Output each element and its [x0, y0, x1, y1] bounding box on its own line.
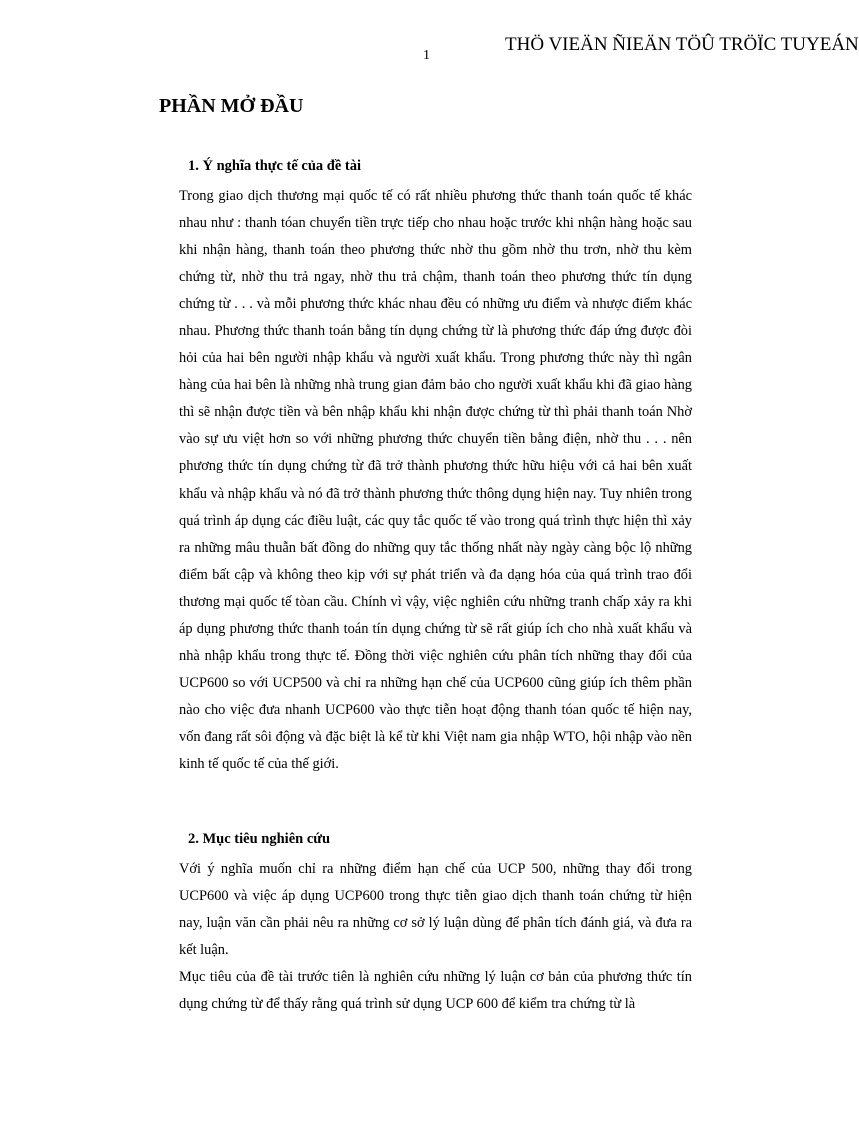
section-heading-1: 1. Ý nghĩa thực tế của đề tài: [188, 158, 362, 174]
page-number: 1: [423, 48, 430, 63]
section-2-paragraph-2: Mục tiêu của đề tài trước tiên là nghiên cứu những lý luận cơ bản của phương thức tín dụng chứng từ để thấy rằng quá trình sử dụng UCP 600 để kiểm tra chứng từ là: [179, 969, 692, 1013]
section-2-paragraph-1: Với ý nghĩa muốn chỉ ra những điểm hạn chế của UCP 500, những thay đổi trong UCP600 và việc áp dụng UCP600 trong thực tiễn giao dịch thanh toán chứng từ hiện nay, luận văn cần phải nêu ra những cơ sở lý luận dùng để phân tích đánh giá, và đưa ra kết luận.: [179, 861, 692, 959]
page-title: PHẦN MỞ ĐẦU: [159, 95, 304, 117]
section-heading-2: 2. Mục tiêu nghiên cứu: [188, 831, 331, 847]
section-1-paragraph: Trong giao dịch thương mại quốc tế có rất nhiều phương thức thanh toán quốc tế khác nhau như : thanh tóan chuyển tiền trực tiếp cho nhau hoặc trước khi nhận hàng hoặc sau khi nhận hàng, thanh toán theo phương thức nhờ thu gồm nhờ thu trơn, nhờ thu kèm chứng từ, nhờ thu trả ngay, nhờ thu trả chậm, thanh toán theo phương thức tín dụng chứng từ . . . và mỗi phương thức khác nhau đều có những ưu điểm và nhược điểm khác nhau. Phương thức thanh toán bằng tín dụng chứng từ là phương thức đáp ứng được đòi hỏi của hai bên người nhập khẩu và người xuất khẩu. Trong phương thức này thì ngân hàng của hai bên là những nhà trung gian đảm bảo cho người xuất khẩu khi đã giao hàng thì sẽ nhận được tiền và bên nhập khẩu khi nhận được chứng từ thì phải thanh toán Nhờ vào sự ưu việt hơn so với những phương thức chuyển tiền bằng điện, nhờ thu . . . nên phương thức tín dụng chứng từ đã trở thành phương thức hữu hiệu với cả hai bên xuất khẩu và nhập khẩu và nó đã trở thành phương thức thông dụng hiện nay. Tuy nhiên trong quá trình áp dụng các điều luật, các quy tắc quốc tế vào trong quá trình thực hiện thì xảy ra những mâu thuẫn bất đồng do những quy tắc thống nhất này ngày càng bộc lộ những điểm bất cập và không theo kịp với sự phát triển và đa dạng hóa của quá trình trao đổi thương mại quốc tế tòan cầu. Chính vì vậy, việc nghiên cứu những tranh chấp xảy ra khi áp dụng phương thức thanh toán tín dụng chứng từ sẽ rất giúp ích cho nhà xuất khẩu và nhà nhập khẩu trong thực tế. Đồng thời việc nghiên cứu phân tích những thay đổi của UCP600 so với UCP500 và chỉ ra những hạn chế của UCP600 cũng giúp ích thêm phần nào cho việc đưa nhanh UCP600 vào thực tiễn hoạt động thanh tóan quốc tế hiện nay, vốn đang rất sôi động và đặc biệt là kể từ khi Việt nam gia nhập WTO, hội nhập vào nền kinh tế quốc tế của thế giới.: [179, 188, 692, 772]
watermark-header: THÖ VIEÄN ÑIEÄN TÖÛ TRÖÏC TUYEÁN: [505, 34, 859, 55]
